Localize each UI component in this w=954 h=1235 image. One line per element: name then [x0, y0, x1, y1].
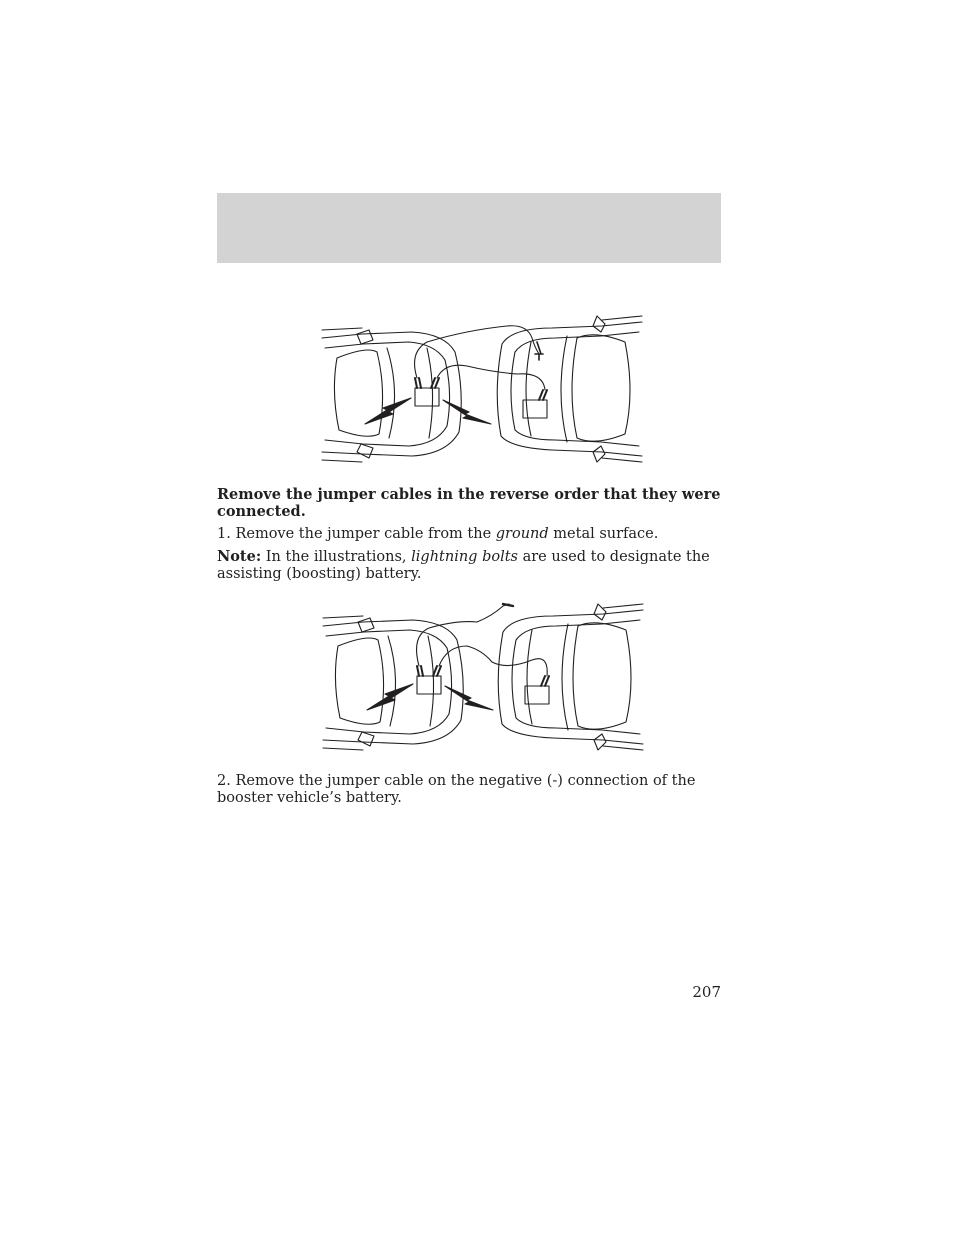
step-1: [217, 526, 721, 543]
dead-battery: [415, 388, 439, 406]
step-1-text-end: metal surface.: [548, 526, 659, 542]
lightning-bolt-icon: [365, 398, 411, 424]
jumper-cable-illustration-2: [317, 596, 649, 760]
section-header-band: [217, 193, 721, 263]
left-car: [322, 328, 461, 462]
left-car: [323, 616, 463, 750]
right-car: [498, 604, 643, 750]
right-car: [497, 316, 642, 462]
lightning-bolt-icon: [445, 686, 493, 710]
jumper-cable-illustration-1: [317, 312, 647, 472]
page-number: 207: [692, 983, 721, 1001]
note: [217, 549, 721, 582]
instruction-heading: Remove the jumper cables in the reverse order that they were connected.: [217, 486, 721, 520]
step-2: 2. Remove the jumper cable on the negative (-) connection of the booster vehicle’s battery.: [217, 773, 696, 806]
step-1-emphasis: ground: [495, 526, 549, 542]
note-emphasis: lightning bolts: [411, 549, 518, 565]
note-text: In the illustrations,: [261, 549, 412, 565]
step-1-text: 1. Remove the jumper cable from the: [217, 526, 496, 542]
lightning-bolt-icon: [367, 684, 413, 710]
note-text-end: are used to designate the assisting (boosting) battery.: [217, 549, 710, 582]
dead-battery: [417, 676, 441, 694]
note-label: Note:: [217, 548, 262, 565]
lightning-bolt-icon: [443, 400, 491, 424]
